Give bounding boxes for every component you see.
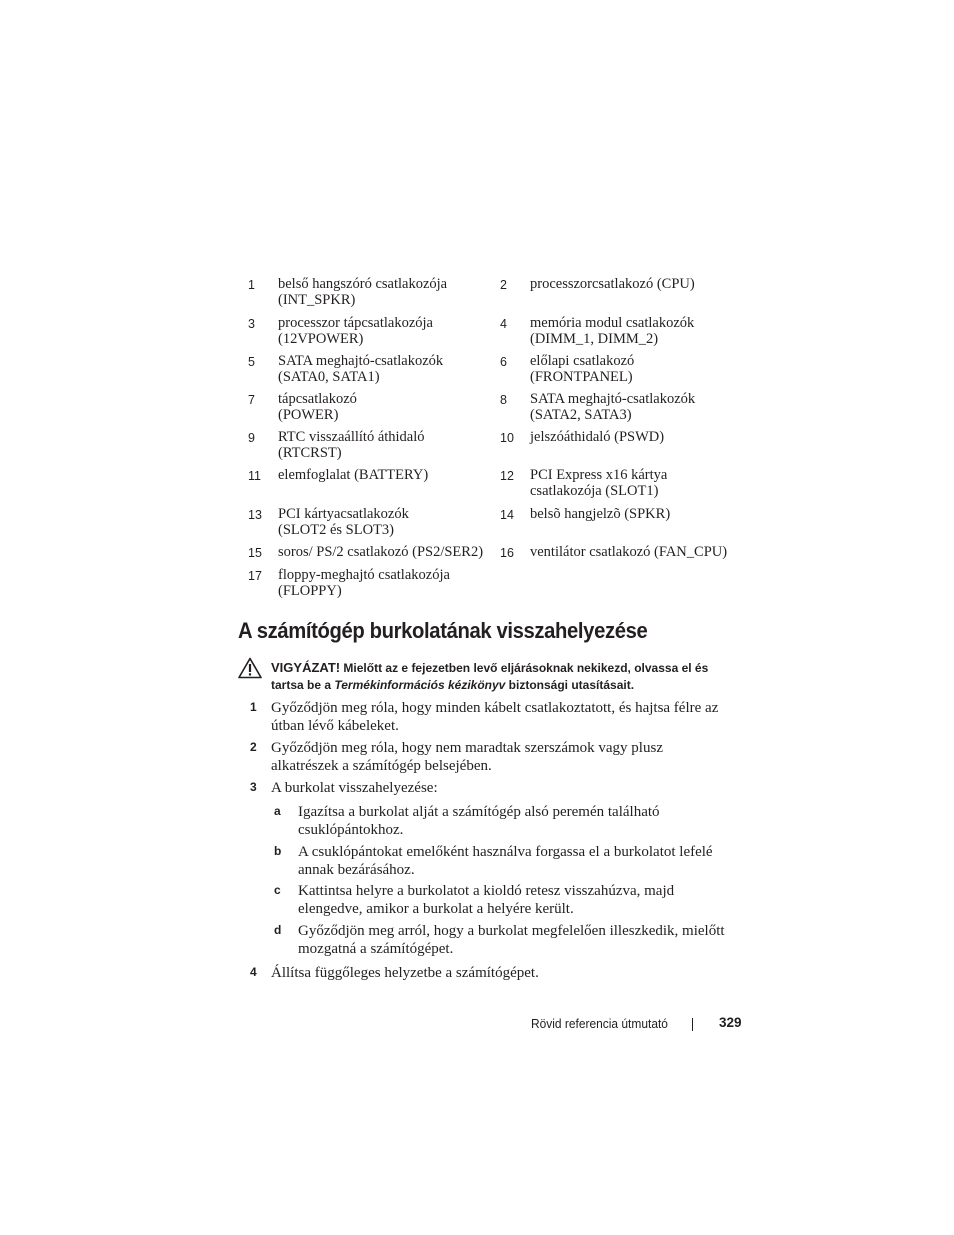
legend-label: soros/ PS/2 csatlakozó (PS2/SER2)	[278, 544, 484, 560]
substep-text: A csuklópántokat emelőként használva forgassa el a burkolatot lefelé annak bezárásához.	[298, 844, 713, 878]
legend-number: 16	[500, 546, 514, 560]
legend-number: 4	[500, 317, 507, 331]
legend-number: 6	[500, 355, 507, 369]
caution-text	[271, 659, 741, 694]
step-text: Győződjön meg róla, hogy nem maradtak szerszámok vagy plusz alkatrészek a számítógép belsejében.	[271, 740, 663, 774]
legend-label: PCI kártyacsatlakozók (SLOT2 és SLOT3)	[278, 506, 409, 538]
substep-letter: b	[274, 844, 282, 858]
legend-label: SATA meghajtó-csatlakozók (SATA2, SATA3)	[530, 391, 696, 423]
step-text: Győződjön meg róla, hogy minden kábelt csatlakoztatott, és hajtsa félre az útban lévő kábeleket.	[271, 700, 719, 734]
legend-number: 14	[500, 508, 514, 522]
footer-separator	[692, 1018, 693, 1031]
step-number: 4	[250, 965, 257, 979]
legend-label: memória modul csatlakozók (DIMM_1, DIMM_2)	[530, 315, 695, 347]
step-text: A burkolat visszahelyezése:	[271, 780, 438, 796]
legend-number: 3	[248, 317, 255, 331]
legend-label: belső hangszóró csatlakozója (INT_SPKR)	[278, 276, 448, 308]
caution-body: Mielőtt az e fejezetben levő eljárásoknak nekikezd, olvassa el és tartsa be a	[271, 661, 709, 692]
caution-label: VIGYÁZAT!	[271, 660, 341, 675]
legend-label: tápcsatlakozó (POWER)	[278, 391, 357, 423]
step-number: 2	[250, 740, 257, 754]
step-text: Állítsa függőleges helyzetbe a számítógépet.	[271, 965, 539, 981]
legend-label: belsõ hangjelzõ (SPKR)	[530, 506, 671, 522]
legend-number: 5	[248, 355, 255, 369]
substep-letter: c	[274, 883, 281, 897]
legend-number: 13	[248, 508, 262, 522]
legend-label: RTC visszaállító áthidaló (RTCRST)	[278, 429, 425, 461]
legend-label: processzor tápcsatlakozója (12VPOWER)	[278, 315, 433, 347]
legend-number: 7	[248, 393, 255, 407]
section-title: A számítógép burkolatának visszahelyezése	[238, 618, 648, 643]
substep-letter: d	[274, 923, 282, 937]
legend-label: floppy-meghajtó csatlakozója (FLOPPY)	[278, 567, 450, 599]
legend-number: 9	[248, 431, 255, 445]
legend-label: elemfoglalat (BATTERY)	[278, 467, 429, 483]
legend-number: 12	[500, 469, 514, 483]
legend-number: 11	[248, 469, 261, 483]
manual-title: Termékinformációs kézikönyv	[334, 678, 506, 692]
page-number: 329	[719, 1015, 742, 1030]
step-number: 1	[250, 700, 257, 714]
legend-number: 17	[248, 569, 262, 583]
legend-number: 2	[500, 278, 507, 292]
legend-number: 8	[500, 393, 507, 407]
legend-label: SATA meghajtó-csatlakozók (SATA0, SATA1)	[278, 353, 444, 385]
legend-number: 1	[248, 278, 255, 292]
substep-text: Igazítsa a burkolat alját a számítógép alsó peremén található csuklópántokhoz.	[298, 804, 660, 838]
step-number: 3	[250, 780, 257, 794]
footer-book-title: Rövid referencia útmutató	[531, 1016, 668, 1031]
substep-text: Győződjön meg arról, hogy a burkolat megfelelően illeszkedik, mielőtt mozgatná a számítógépet.	[298, 923, 725, 957]
legend-number: 10	[500, 431, 514, 445]
legend-label: PCI Express x16 kártya csatlakozója (SLOT1)	[530, 467, 668, 499]
legend-label: processzorcsatlakozó (CPU)	[530, 276, 695, 292]
legend-label: ventilátor csatlakozó (FAN_CPU)	[530, 544, 728, 560]
warning-triangle-icon	[238, 657, 262, 679]
legend-label: előlapi csatlakozó (FRONTPANEL)	[530, 353, 635, 385]
legend-label: jelszóáthidaló (PSWD)	[530, 429, 665, 445]
legend-number: 15	[248, 546, 262, 560]
caution-body-end: biztonsági utasításait.	[505, 678, 635, 692]
substep-text: Kattintsa helyre a burkolatot a kioldó retesz visszahúzva, majd elengedve, amikor a burkolat a helyére került.	[298, 883, 675, 917]
substep-letter: a	[274, 804, 281, 818]
